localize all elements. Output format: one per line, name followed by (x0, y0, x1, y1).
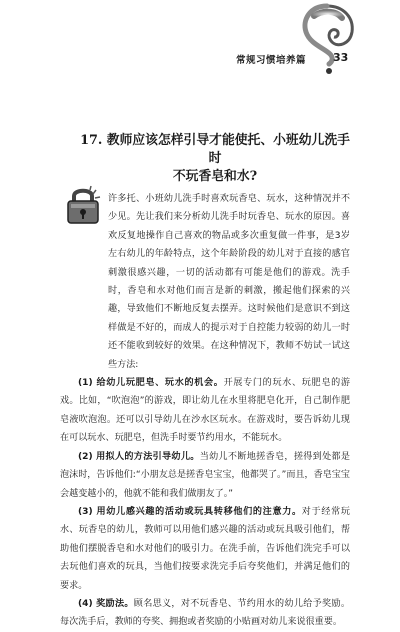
method-4-label: (4) 奖励法。 (78, 598, 134, 609)
method-3 (60, 503, 350, 595)
method-2-text: 当幼儿不断地搓香皂，搓得到处都是泡沫时，告诉他们:“小朋友总是搓香皂宝宝，他都哭了。”而且，香皂宝宝会越变越小的，他就不能和我们做朋友了。” (60, 451, 350, 499)
method-1 (60, 374, 350, 448)
method-4 (60, 595, 350, 632)
article-title (80, 132, 350, 186)
method-3-text: 对于经常玩水、玩香皂的幼儿，教师可以用他们感兴趣的活动或玩具吸引他们，帮助他们摆脱香皂和水对他们的吸引力。在洗手前，告诉他们洗完手可以去玩他们喜欢的玩具，当他们按要求洗完手后夸奖他们，并满足他们的要求。 (60, 506, 350, 591)
article-title-line-1: 17. 教师应该怎样引导才能使托、小班幼儿洗手时 (80, 133, 350, 166)
article-body (60, 190, 350, 632)
page-number: 33 (333, 51, 349, 64)
method-2-label: (2) 用拟人的方法引导幼儿。 (78, 451, 200, 462)
intro-paragraph: 许多托、小班幼儿洗手时喜欢玩香皂、玩水，这种情况并不少见。先让我们来分析幼儿洗手时玩香皂、玩水的原因。喜欢反复地操作自己喜欢的物品或多次重复做一件事，是3岁左右幼儿的年龄特点，这个年龄阶段的幼儿对于直接的感官刺激很感兴趣，一切的活动都有可能是他们的游戏。洗手时，香皂和水对他们而言是新的刺激，搬起他们探索的兴趣，导致他们不断地反复去摆弄。这时候他们是意识不到这样做是不好的，而成人的提示对于自控能力较弱的幼儿一时还不能收到较好的效果。在这种情况下，教师不妨试一试这些方法: (108, 194, 350, 370)
header-title: 常规习惯培养篇 (236, 55, 307, 66)
method-1-text: 开展专门的玩水、玩肥皂的游戏。比如，“吹泡泡”的游戏，即让幼儿在水里将肥皂化开，自己制作肥皂液吹泡泡。还可以引导幼儿在沙水区玩水。在游戏时，要告诉幼儿现在可以玩水、玩肥皂，但洗手时要节约用水，不能玩水。 (60, 378, 350, 444)
method-2 (60, 448, 350, 503)
method-4-text: 顾名思义，对不玩香皂、节约用水的幼儿给予奖励。每次洗手后，教师的夸奖、拥抱或者奖励的小贴画对幼儿来说很重要。 (60, 598, 350, 628)
method-3-label: (3) 用幼儿感兴趣的活动或玩具转移他们的注意力。 (78, 506, 302, 517)
method-1-label: (1) 给幼儿玩肥皂、玩水的机会。 (78, 378, 224, 389)
article-title-line-2: 不玩香皂和水? (172, 169, 258, 184)
page-header (0, 0, 400, 80)
